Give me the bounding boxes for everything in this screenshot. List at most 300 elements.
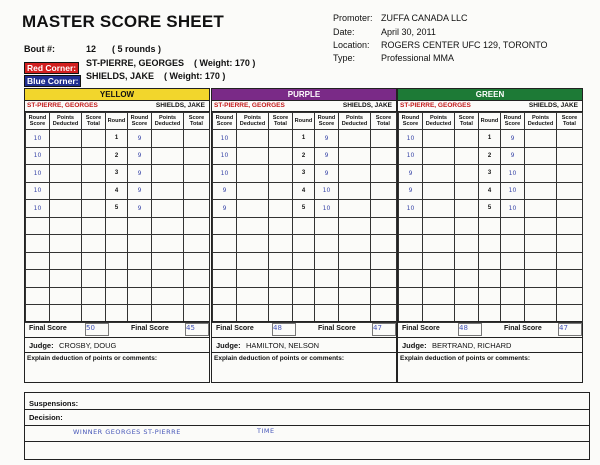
panel-color-banner: PURPLE [212,89,396,101]
blue-points-deducted [525,235,557,253]
red-points-deducted [50,165,82,183]
blue-round-score: 10 [315,182,339,200]
red-score-total [269,147,293,165]
red-final-score-label: Final Score [402,325,440,332]
score-table-header [399,113,583,130]
blue-score-total [371,252,397,270]
judge-row [25,337,209,353]
red-round-score: 10 [399,200,423,218]
blue-corner-label: Blue Corner: [24,75,81,87]
red-score-total [82,270,106,288]
blue-round-score [501,305,525,323]
decision-label: Decision: [29,413,63,422]
red-score-total [455,270,479,288]
blue-points-deducted [525,252,557,270]
blue-score-total [371,270,397,288]
red-points-deducted [237,182,269,200]
blue-score-total [184,147,210,165]
blue-points-deducted [152,217,184,235]
red-round-score: 10 [399,130,423,148]
red-points-deducted [50,235,82,253]
blue-round-score [315,305,339,323]
red-score-total [82,130,106,148]
round-number [479,217,501,235]
header-round: Round [293,113,315,130]
red-final-score: 48 [272,323,296,336]
red-points-deducted [50,182,82,200]
blue-round-score: 9 [128,200,152,218]
blue-points-deducted [339,287,371,305]
blue-round-score [315,270,339,288]
blue-points-deducted [339,147,371,165]
blue-points-deducted [525,217,557,235]
red-points-deducted [50,287,82,305]
red-score-total [455,200,479,218]
red-fighter-name: ST-PIERRE, GEORGES [214,102,285,109]
red-round-score: 10 [26,200,50,218]
blue-points-deducted [525,200,557,218]
red-round-score: 9 [213,182,237,200]
round-number [293,252,315,270]
score-row [26,305,210,323]
blue-round-score: 9 [128,130,152,148]
blue-round-score: 9 [315,147,339,165]
judge-panel-1 [24,88,210,383]
blue-score-total [557,182,583,200]
blue-score-total [184,235,210,253]
blue-round-score [128,305,152,323]
red-points-deducted [423,305,455,323]
red-fighter-name: ST-PIERRE, GEORGES [400,102,471,109]
blue-points-deducted [152,165,184,183]
red-points-deducted [237,270,269,288]
red-score-total [455,165,479,183]
round-number: 2 [293,147,315,165]
panel-color-banner: GREEN [398,89,582,101]
red-score-total [269,217,293,235]
red-final-score: 50 [85,323,109,336]
location-label: Location: [333,40,370,50]
blue-round-score [315,217,339,235]
red-points-deducted [237,217,269,235]
red-score-total [82,235,106,253]
score-row [26,217,210,235]
red-round-score [213,287,237,305]
red-score-total [269,182,293,200]
header-score-total: Score Total [269,113,293,130]
blue-round-score: 9 [128,147,152,165]
round-number: 2 [106,147,128,165]
score-row [26,252,210,270]
header-score-total: Score Total [557,113,583,130]
score-row [213,287,397,305]
red-score-total [82,182,106,200]
blue-points-deducted [339,305,371,323]
blue-points-deducted [152,252,184,270]
blue-score-total [371,217,397,235]
blue-score-total [557,130,583,148]
blue-round-score [501,252,525,270]
score-row [399,252,583,270]
blue-round-score [128,217,152,235]
blue-round-score: 10 [315,200,339,218]
fighter-names [212,101,396,112]
blue-score-total [184,270,210,288]
blue-fighter-name: SHIELDS, JAKE [528,102,578,109]
red-score-total [455,235,479,253]
blue-fighter-name: SHIELDS, JAKE [342,102,392,109]
blue-round-score: 10 [501,200,525,218]
blue-points-deducted [339,235,371,253]
judge-name: BERTRAND, RICHARD [432,341,512,350]
round-number [479,252,501,270]
header-round-score: Round Score [501,113,525,130]
panel-color-banner: YELLOW [25,89,209,101]
red-points-deducted [50,147,82,165]
blue-points-deducted [339,182,371,200]
round-number: 1 [293,130,315,148]
blue-final-score: 47 [372,323,396,336]
red-points-deducted [237,130,269,148]
blue-round-score [501,235,525,253]
round-number: 2 [479,147,501,165]
blue-score-total [184,165,210,183]
blue-round-score: 9 [128,182,152,200]
round-number: 5 [479,200,501,218]
red-round-score: 9 [399,165,423,183]
score-row [399,165,583,183]
red-final-score-label: Final Score [216,325,254,332]
red-score-total [455,305,479,323]
red-score-total [455,147,479,165]
red-points-deducted [423,252,455,270]
blue-points-deducted [525,270,557,288]
round-number: 3 [106,165,128,183]
red-round-score [26,252,50,270]
blue-points-deducted [339,217,371,235]
blue-score-total [557,270,583,288]
score-row [399,147,583,165]
score-row [213,182,397,200]
score-row [399,130,583,148]
header-round: Round [479,113,501,130]
handwritten-decision: WINNER GEORGES ST-PIERRE [73,428,181,436]
explain-label: Explain deduction of points or comments: [400,355,531,362]
red-points-deducted [423,217,455,235]
score-row [26,200,210,218]
red-points-deducted [50,130,82,148]
red-points-deducted [237,252,269,270]
score-row [399,305,583,323]
score-table [398,112,583,323]
red-score-total [455,252,479,270]
round-number [106,287,128,305]
blue-final-score-label: Final Score [318,325,356,332]
fighter-names [25,101,209,112]
red-round-score: 10 [26,147,50,165]
round-number: 5 [293,200,315,218]
blue-score-total [557,305,583,323]
header-round-score: Round Score [213,113,237,130]
round-number: 4 [479,182,501,200]
judge-name: CROSBY, DOUG [59,341,117,350]
red-round-score [399,217,423,235]
date-label: Date: [333,27,355,37]
blue-score-total [557,200,583,218]
score-row [26,147,210,165]
red-score-total [269,165,293,183]
blue-final-score-label: Final Score [131,325,169,332]
blue-score-total [557,287,583,305]
red-points-deducted [50,270,82,288]
header-round: Round [106,113,128,130]
blue-round-score: 9 [128,165,152,183]
blue-round-score [315,235,339,253]
round-number [293,217,315,235]
red-round-score [399,287,423,305]
promoter-label: Promoter: [333,13,373,23]
suspensions-label: Suspensions: [29,399,79,408]
blue-points-deducted [152,270,184,288]
score-table-header [26,113,210,130]
round-number [293,235,315,253]
score-row [399,270,583,288]
blue-round-score [501,270,525,288]
red-points-deducted [423,287,455,305]
red-points-deducted [237,235,269,253]
blue-score-total [184,200,210,218]
round-number [293,287,315,305]
red-final-score: 48 [458,323,482,336]
explain-label: Explain deduction of points or comments: [27,355,158,362]
blue-fighter-name: SHIELDS, JAKE [155,102,205,109]
red-round-score: 10 [399,147,423,165]
blue-points-deducted [339,200,371,218]
red-score-total [82,305,106,323]
round-number [106,270,128,288]
blue-score-total [371,182,397,200]
blue-round-score: 9 [315,130,339,148]
red-round-score: 9 [399,182,423,200]
red-round-score [26,305,50,323]
score-row [213,200,397,218]
blue-score-total [184,252,210,270]
red-score-total [82,252,106,270]
red-points-deducted [423,182,455,200]
blue-score-total [371,200,397,218]
red-score-total [82,287,106,305]
red-score-total [455,287,479,305]
blue-round-score [128,252,152,270]
red-round-score: 10 [213,165,237,183]
score-row [26,130,210,148]
score-row [399,287,583,305]
blue-round-score [501,217,525,235]
blue-points-deducted [152,130,184,148]
score-table-header [213,113,397,130]
round-number [479,287,501,305]
red-round-score: 10 [213,147,237,165]
red-score-total [269,235,293,253]
red-points-deducted [50,200,82,218]
blue-round-score [128,235,152,253]
judge-panel-3 [397,88,583,383]
blue-score-total [184,217,210,235]
red-score-total [269,270,293,288]
blue-points-deducted [152,147,184,165]
round-number [293,270,315,288]
round-number [106,235,128,253]
blue-score-total [557,165,583,183]
red-round-score: 10 [213,130,237,148]
score-row [26,235,210,253]
judge-label: Judge: [29,341,54,350]
blue-score-total [371,147,397,165]
red-round-score [399,252,423,270]
blue-score-total [184,287,210,305]
blue-score-total [371,165,397,183]
final-score-row [398,321,582,337]
header-score-total: Score Total [184,113,210,130]
judge-name: HAMILTON, NELSON [246,341,320,350]
red-points-deducted [237,305,269,323]
red-round-score [399,305,423,323]
score-row [399,217,583,235]
final-score-row [25,321,209,337]
type-value: Professional MMA [381,53,455,63]
blue-score-total [557,217,583,235]
blue-score-total [557,235,583,253]
location-value: ROGERS CENTER UFC 129, TORONTO [381,40,548,50]
red-corner-label: Red Corner: [24,62,79,74]
round-number: 3 [479,165,501,183]
header-round-score: Round Score [128,113,152,130]
red-points-deducted [50,305,82,323]
blue-points-deducted [152,182,184,200]
red-corner-value: ST-PIERRE, GEORGES ( Weight: 170 ) [86,58,256,68]
score-row [213,165,397,183]
red-points-deducted [50,217,82,235]
header-round-score: Round Score [399,113,423,130]
red-score-total [455,182,479,200]
header-score-total: Score Total [82,113,106,130]
red-score-total [455,130,479,148]
round-number [106,252,128,270]
red-points-deducted [423,165,455,183]
header-round-score: Round Score [315,113,339,130]
round-number [293,305,315,323]
blue-round-score: 9 [315,165,339,183]
score-row [399,182,583,200]
red-final-score-label: Final Score [29,325,67,332]
blue-final-score: 45 [185,323,209,336]
type-label: Type: [333,53,356,63]
red-round-score [399,270,423,288]
blue-round-score [128,270,152,288]
round-number: 3 [293,165,315,183]
round-number: 1 [479,130,501,148]
blue-final-score-label: Final Score [504,325,542,332]
red-round-score [213,252,237,270]
score-row [213,305,397,323]
red-score-total [269,130,293,148]
bout-label: Bout #: [24,44,55,54]
header-points-deducted: Points Deducted [50,113,82,130]
blue-score-total [184,130,210,148]
header-points-deducted: Points Deducted [152,113,184,130]
blue-round-score [315,287,339,305]
round-number: 1 [106,130,128,148]
blue-round-score [315,252,339,270]
round-number [479,305,501,323]
score-table [212,112,397,323]
red-points-deducted [423,147,455,165]
fighter-names [398,101,582,112]
blue-round-score [501,287,525,305]
explain-label: Explain deduction of points or comments: [214,355,345,362]
promoter-value: ZUFFA CANADA LLC [381,13,468,23]
blue-score-total [371,305,397,323]
score-row [213,217,397,235]
judge-label: Judge: [402,341,427,350]
header-score-total: Score Total [371,113,397,130]
blue-points-deducted [525,305,557,323]
header-points-deducted: Points Deducted [423,113,455,130]
page-title: MASTER SCORE SHEET [22,12,224,31]
blue-points-deducted [152,200,184,218]
red-round-score [213,217,237,235]
blue-score-total [371,235,397,253]
red-round-score: 10 [26,182,50,200]
score-row [213,235,397,253]
handwritten-time: TIME [257,427,275,435]
red-score-total [82,200,106,218]
round-number [106,305,128,323]
blue-score-total [557,252,583,270]
judge-label: Judge: [216,341,241,350]
blue-points-deducted [339,130,371,148]
red-points-deducted [50,252,82,270]
blue-points-deducted [339,252,371,270]
score-row [26,287,210,305]
date-value: April 30, 2011 [381,27,436,37]
judge-row [212,337,396,353]
red-round-score [399,235,423,253]
score-row [213,252,397,270]
blue-points-deducted [525,165,557,183]
score-row [399,235,583,253]
header-points-deducted: Points Deducted [237,113,269,130]
bout-rounds: ( 5 rounds ) [112,44,161,54]
score-row [399,200,583,218]
red-score-total [82,165,106,183]
blue-round-score [128,287,152,305]
red-score-total [269,252,293,270]
red-points-deducted [237,147,269,165]
blue-points-deducted [152,287,184,305]
score-row [213,147,397,165]
blue-score-total [557,147,583,165]
red-points-deducted [423,235,455,253]
red-round-score [26,235,50,253]
score-row [213,130,397,148]
red-points-deducted [423,270,455,288]
round-number [479,235,501,253]
blue-score-total [184,182,210,200]
blue-points-deducted [525,287,557,305]
red-round-score [26,287,50,305]
header-round-score: Round Score [26,113,50,130]
